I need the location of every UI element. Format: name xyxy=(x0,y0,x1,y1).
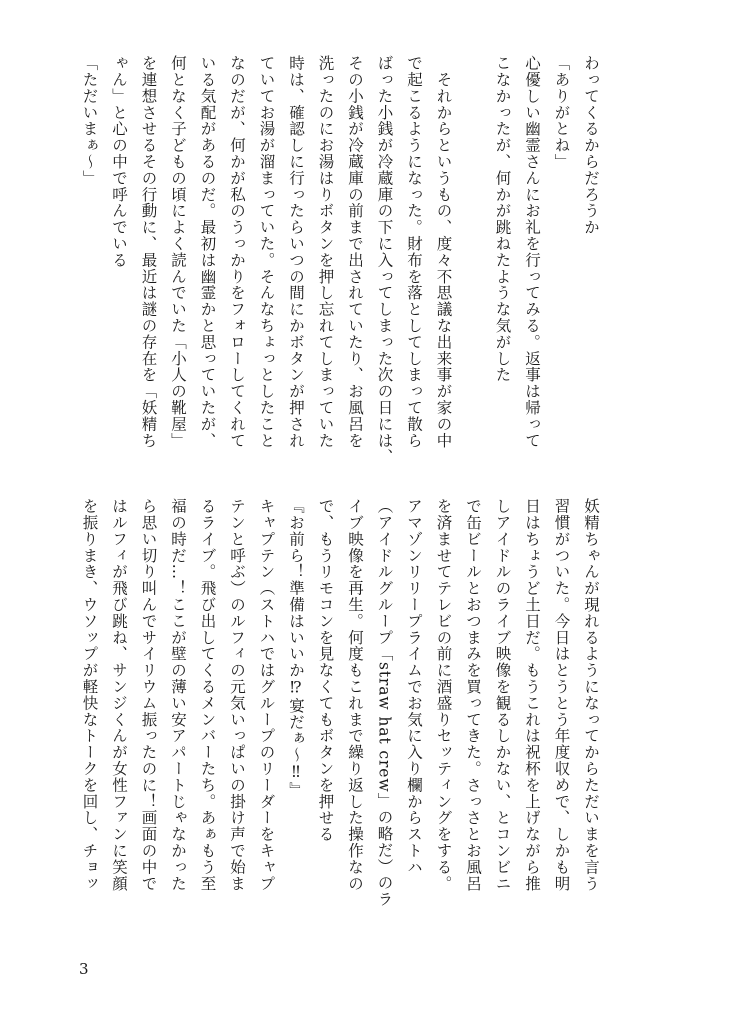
text-line: 「ただいまぁ～」 xyxy=(80,55,99,187)
text-line: ばった小銭が冷蔵庫の下に入ってしまった次の日には、 xyxy=(375,55,394,465)
text-line: なのだが、何かが私のうっかりをフォローしてくれて xyxy=(228,55,246,449)
text-line: アマゾンリリープライムでお気に入り欄からストハ xyxy=(405,498,423,876)
text-line: その小銭が冷蔵庫の前まで出されていたり、お風呂を xyxy=(346,55,364,449)
text-line: 洗ったのにお湯はりボタンを押し忘れてしまっていた xyxy=(316,55,335,449)
text-line: イブ映像を再生。何度もこれまで繰り返した操作なの xyxy=(346,498,364,892)
text-line: るライブ。飛び出してくるメンバーたち。あぁもう至 xyxy=(198,498,217,892)
text-line: それからというもの、度々不思議な出来事が家の中 xyxy=(434,55,453,449)
blank-line xyxy=(458,55,488,450)
text-line: 妖精ちゃんが現れるようになってからただいまを言う xyxy=(582,498,600,892)
lower-text-block xyxy=(74,498,605,908)
text-line: （アイドルグループ「straw hat crew」の略だ）のラ xyxy=(375,498,394,908)
text-line: ら思い切り叫んでサイリウム振ったのに！画面の中で xyxy=(139,498,158,892)
text-line: で缶ビールとおつまみを買ってきた。さっさとお風呂 xyxy=(464,498,482,892)
text-line: いる気配があるのだ。最初は幽霊かと思っていたが、 xyxy=(198,55,217,449)
text-line: ていてお湯が溜まっていた。そんなちょっとしたこと xyxy=(257,55,276,449)
page-number: 3 xyxy=(79,960,89,978)
text-line: で起こるようになった。財布を落としてしまって散ら xyxy=(405,55,423,449)
text-line: 「ありがとね」 xyxy=(552,55,571,170)
text-line: 心優しい幽霊さんにお礼を行ってみる。返事は帰って xyxy=(523,55,541,449)
text-line: ゃん」と心の中で呼んでいる xyxy=(110,55,128,269)
text-line: 福の時だ…！ここが壁の薄い安アパートじゃなかった xyxy=(169,498,187,892)
text-line: わってくるからだろうか xyxy=(582,55,600,236)
text-line: テンと呼ぶ）のルフィの元気いっぱいの掛け声で始ま xyxy=(228,498,246,892)
text-line: を済ませてテレビの前に酒盛りセッティングをする。 xyxy=(434,498,453,892)
text-line: しアイドルのライブ映像を観るしかない、とコンビニ xyxy=(493,498,512,892)
text-line: 習慣がついた。今日はとうとう年度収めで、しかも明 xyxy=(552,498,571,892)
text-line: こなかったが、何かが跳ねたような気がした xyxy=(493,55,512,383)
text-line: 時は、確認しに行ったらいつの間にかボタンが押され xyxy=(287,55,305,449)
text-line: を振りまき、ウソップが軽快なトークを回し、チョッ xyxy=(80,498,99,892)
text-line: を連想させるその行動に、最近は謎の存在を「妖精ち xyxy=(139,55,158,449)
text-line: で、もうリモコンを見なくてもボタンを押せる xyxy=(316,498,335,843)
text-line: 『お前ら！準備はいいか⁉宴だぁ～‼』 xyxy=(287,498,305,799)
text-line: はルフィが飛び跳ね、サンジくんが女性ファンに笑顔 xyxy=(110,498,128,892)
text-line: 何となく子どもの頃によく読んでいた「小人の靴屋」 xyxy=(169,55,187,449)
text-line: キャプテン（ストハではグループのリーダーをキャプ xyxy=(257,498,276,892)
upper-text-block xyxy=(74,55,605,465)
text-line: 日はちょうど土日だ。もうこれは祝杯を上げながら推 xyxy=(523,498,541,892)
